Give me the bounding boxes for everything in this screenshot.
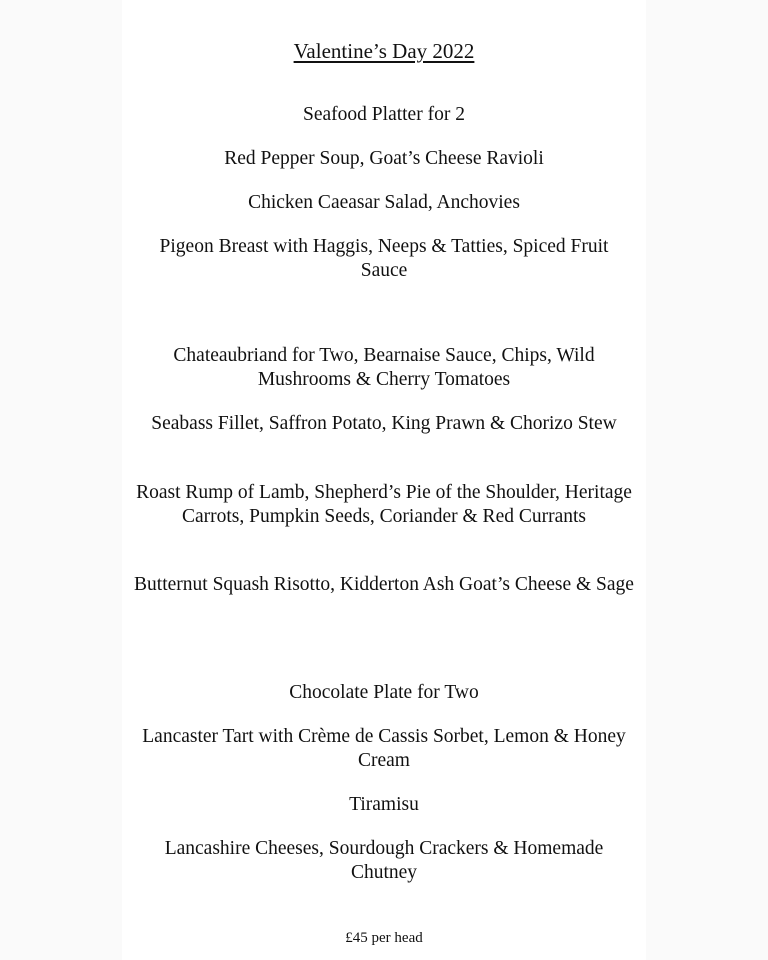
starter-item: Chicken Caeasar Salad, Anchovies bbox=[248, 192, 520, 213]
menu-title: Valentine’s Day 2022 bbox=[293, 39, 475, 63]
main-item: Chateaubriand for Two, Bearnaise Sauce, Chips, Wild Mushrooms & Cherry Tomatoes bbox=[173, 345, 595, 390]
starter-item: Seafood Platter for 2 bbox=[303, 104, 465, 125]
dessert-item: Lancashire Cheeses, Sourdough Crackers & Homemade Chutney bbox=[164, 838, 604, 883]
dessert-item: Lancaster Tart with Crème de Cassis Sorbet, Lemon & Honey Cream bbox=[142, 726, 626, 771]
starter-item: Red Pepper Soup, Goat’s Cheese Ravioli bbox=[224, 148, 544, 169]
main-item: Seabass Fillet, Saffron Potato, King Prawn & Chorizo Stew bbox=[151, 413, 617, 434]
main-item: Roast Rump of Lamb, Shepherd’s Pie of the Shoulder, Heritage Carrots, Pumpkin Seeds, Coriander & Red Currants bbox=[136, 482, 632, 527]
main-item: Butternut Squash Risotto, Kidderton Ash Goat’s Cheese & Sage bbox=[134, 574, 634, 595]
starter-item: Pigeon Breast with Haggis, Neeps & Tatties, Spiced Fruit Sauce bbox=[159, 236, 609, 281]
price-per-head: £45 per head bbox=[345, 930, 423, 946]
dessert-item: Tiramisu bbox=[349, 794, 419, 815]
dessert-item: Chocolate Plate for Two bbox=[289, 682, 479, 703]
